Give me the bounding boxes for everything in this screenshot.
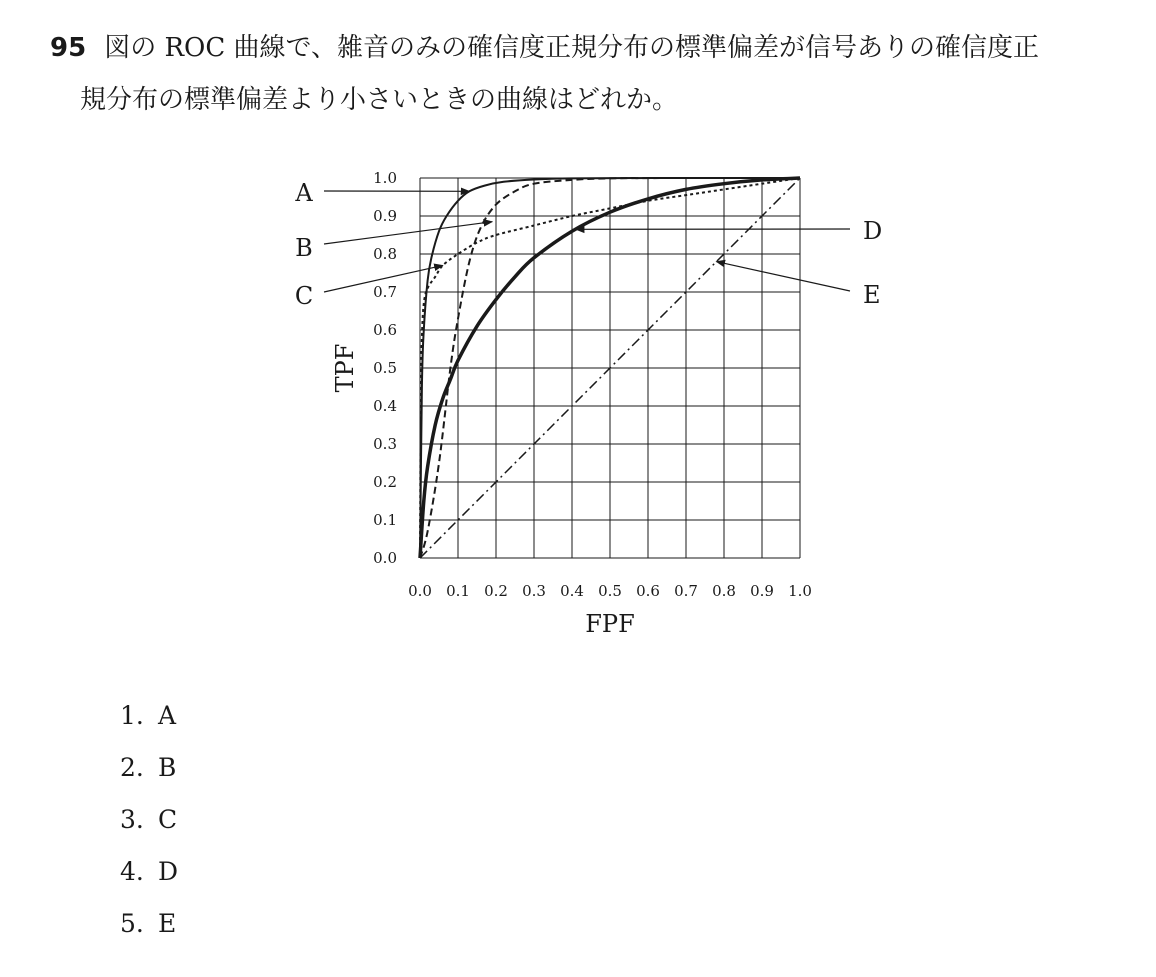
x-tick-label: 0.1: [446, 582, 470, 600]
choice-label: C: [158, 805, 178, 834]
y-tick-label: 0.3: [373, 435, 397, 453]
choice-number: 3.: [120, 805, 144, 834]
y-tick-label: 0.7: [373, 283, 397, 301]
x-tick-label: 0.0: [408, 582, 432, 600]
question-stem-1: 図の ROC 曲線で、雑音のみの確信度正規分布の標準偏差が信号ありの確信度正: [104, 33, 1039, 63]
curve-leader-b: [324, 222, 492, 244]
choice-number: 2.: [120, 753, 144, 782]
choice-number: 4.: [120, 857, 144, 886]
y-tick-label: 0.1: [373, 511, 397, 529]
choice-number: 5.: [120, 909, 144, 938]
answer-choices: [120, 690, 178, 950]
curve-label-c: C: [294, 282, 314, 310]
curve-label-d: D: [863, 217, 883, 245]
curve-label-b: B: [295, 234, 313, 262]
y-tick-label: 0.4: [373, 397, 397, 415]
x-tick-label: 0.3: [522, 582, 546, 600]
choice-number: 1.: [120, 701, 144, 730]
x-tick-label: 0.2: [484, 582, 508, 600]
choice-3[interactable]: [120, 794, 178, 846]
question-line-2: 規分布の標準偏差より小さいときの曲線はどれか。: [80, 85, 679, 115]
y-tick-label: 0.2: [373, 473, 397, 491]
curve-leader-e: [716, 262, 850, 291]
y-tick-label: 0.9: [373, 207, 397, 225]
y-axis-label: TPF: [331, 343, 359, 393]
choice-label: D: [158, 857, 179, 886]
choice-label: E: [158, 909, 177, 938]
curve-label-e: E: [863, 281, 881, 309]
choice-2[interactable]: [120, 742, 178, 794]
x-tick-label: 0.5: [598, 582, 622, 600]
y-tick-label: 1.0: [373, 169, 397, 187]
y-tick-label: 0.0: [373, 549, 397, 567]
x-tick-label: 0.9: [750, 582, 774, 600]
choice-label: A: [158, 701, 177, 730]
x-tick-label: 0.7: [674, 582, 698, 600]
y-tick-label: 0.6: [373, 321, 397, 339]
choice-5[interactable]: [120, 898, 178, 950]
y-tick-label: 0.8: [373, 245, 397, 263]
x-axis-label: FPF: [585, 610, 635, 638]
x-tick-label: 0.4: [560, 582, 584, 600]
curve-label-a: A: [295, 179, 313, 207]
x-tick-label: 0.6: [636, 582, 660, 600]
choice-label: B: [158, 753, 177, 782]
choice-1[interactable]: [120, 690, 178, 742]
y-tick-label: 0.5: [373, 359, 397, 377]
x-tick-label: 1.0: [788, 582, 812, 600]
x-tick-label: 0.8: [712, 582, 736, 600]
choice-4[interactable]: [120, 846, 178, 898]
question-number: 95: [50, 33, 87, 63]
